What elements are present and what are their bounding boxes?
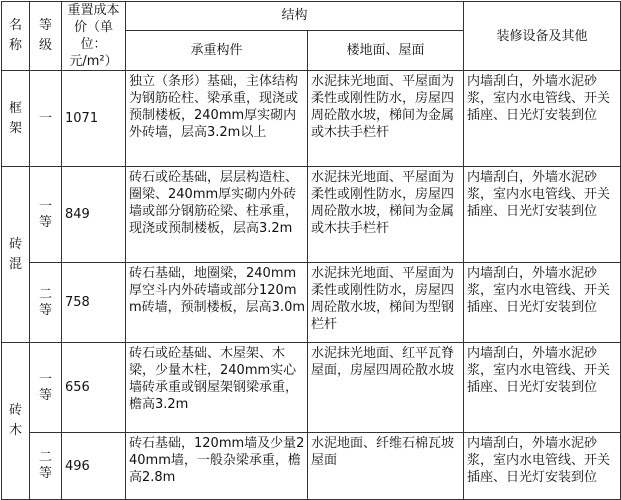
table-row	[2, 263, 621, 343]
grade-cell: 一等	[30, 343, 62, 433]
decoration-cell: 内墙刮白，外墙水泥砂浆，室内水电管线、开关插座、日光灯安装到位	[464, 71, 621, 167]
cost-cell: 656	[62, 343, 126, 433]
grade-cell: 二等	[30, 433, 62, 500]
header-grade: 等级	[30, 2, 62, 71]
load-bearing-cell: 砖石基础，120mm墙及少量240mm墙，一般杂梁承重，檐高2.8m	[126, 433, 308, 500]
cost-cell: 758	[62, 263, 126, 343]
load-bearing-cell: 独立（条形）基础，主体结构为钢筋砼柱、梁承重，现浇或预制楼板，240mm厚实砌内外砖墙，层高3.2m以上	[126, 71, 308, 167]
header-name: 名称	[2, 2, 30, 71]
decoration-cell: 内墙刮白，外墙水泥砂浆，室内水电管线、开关插座、日光灯安装到位	[464, 343, 621, 433]
category-cell: 砖混	[2, 167, 30, 343]
grade-cell: 一	[30, 71, 62, 167]
decoration-cell: 内墙刮白，外墙水泥砂浆，室内水电管线、开关插座、日光灯安装到位	[464, 263, 621, 343]
category-cell: 砖木	[2, 343, 30, 500]
floor-roof-cell: 水泥抹光地面、平屋面为柔性或刚性防水，房屋四周砼散水坡，梯间为型钢栏杆	[308, 263, 464, 343]
header-row	[2, 2, 621, 31]
cost-cell: 1071	[62, 71, 126, 167]
header-floor-roof: 楼地面、屋面	[308, 30, 464, 70]
decoration-cell: 内墙刮白，外墙水泥砂浆，室内水电管线、开关插座、日光灯安装到位	[464, 167, 621, 263]
header-decoration: 装修设备及其他	[464, 2, 621, 71]
header-cost: 重置成本价（单位：元/m²）	[62, 2, 126, 71]
cost-cell: 496	[62, 433, 126, 500]
floor-roof-cell: 水泥抹光地面、平屋面为柔性或刚性防水，房屋四周砼散水坡，梯间为金属或木扶手栏杆	[308, 167, 464, 263]
table-row	[2, 343, 621, 433]
grade-cell: 一等	[30, 167, 62, 263]
cost-table	[1, 1, 621, 500]
grade-cell: 二等	[30, 263, 62, 343]
floor-roof-cell: 水泥抹光地面、红平瓦脊屋面，房屋四周砼散水坡	[308, 343, 464, 433]
load-bearing-cell: 砖石或砼基础，层层构造柱、圈梁、240mm厚实砌内外砖墙或部分钢筋砼梁、柱承重，现浇或预制楼板，层高3.2m	[126, 167, 308, 263]
load-bearing-cell: 砖石或砼基础、木屋架、木梁，少量木柱，240mm实心墙砖承重或钢屋架钢梁承重，檐高3.2m	[126, 343, 308, 433]
table-row	[2, 433, 621, 500]
floor-roof-cell: 水泥抹光地面、平屋面为柔性或刚性防水，房屋四周砼散水坡，梯间为金属或木扶手栏杆	[308, 71, 464, 167]
load-bearing-cell: 砖石基础，地圈梁，240mm厚空斗内外砖墙或部分120mm砖墙，预制楼板，层高3.0m	[126, 263, 308, 343]
table-row	[2, 71, 621, 167]
header-load-bearing: 承重构件	[126, 30, 308, 70]
table-row	[2, 167, 621, 263]
floor-roof-cell: 水泥地面、纤维石棉瓦坡屋面	[308, 433, 464, 500]
cost-cell: 849	[62, 167, 126, 263]
header-structure: 结构	[126, 2, 464, 31]
category-cell: 框架	[2, 71, 30, 167]
decoration-cell: 内墙刮白，外墙水泥砂浆，室内水电管线、开关插座、日光灯安装到位	[464, 433, 621, 500]
